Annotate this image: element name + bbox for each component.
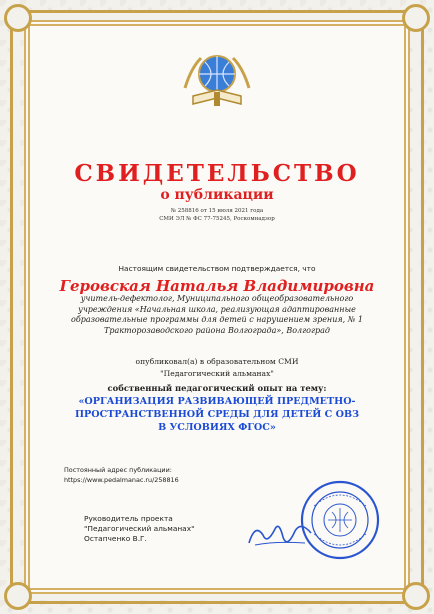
certificate-title: СВИДЕТЕЛЬСТВО xyxy=(74,160,360,187)
address-label: Постоянный адрес публикации: xyxy=(64,466,172,474)
recipient-name: Геровская Наталья Владимировна xyxy=(59,277,375,295)
signer-name: Остапченко В.Г. xyxy=(84,534,147,543)
frame-corner-ornament xyxy=(4,4,32,32)
certificate-subtitle: о публикации xyxy=(160,187,274,203)
publication-url[interactable]: https://www.pedalmanac.ru/258816 xyxy=(64,476,179,484)
round-seal-stamp-icon xyxy=(298,478,382,562)
signer-project: "Педагогический альманах" xyxy=(84,524,195,533)
frame-corner-ornament xyxy=(402,4,430,32)
frame-corner-ornament xyxy=(4,582,32,610)
recipient-position: учитель-дефектолог, Муниципального общеобразовательного учреждения «Начальная школа, реализующая адаптированные образовательные программы для детей с нарушением зрения, № 1 Тракторозаводского района Волгограда», Волгоград xyxy=(71,294,363,335)
media-name: "Педагогический альманах" xyxy=(160,369,274,378)
frame-corner-ornament xyxy=(402,582,430,610)
registration-number: № 258816 от 15 июля 2021 года xyxy=(170,208,264,214)
published-line: опубликовал(а) в образовательном СМИ xyxy=(135,357,299,366)
confirmation-text: Настоящим свидетельством подтверждается, что xyxy=(118,264,316,273)
signer-role: Руководитель проекта xyxy=(84,514,173,523)
publication-topic: «ОРГАНИЗАЦИЯ РАЗВИВАЮЩЕЙ ПРЕДМЕТНО-ПРОСТРАНСТВЕННОЙ СРЕДЫ ДЛЯ ДЕТЕЙ С ОВЗ В УСЛОВИЯХ ФГОС» xyxy=(74,396,360,433)
experience-line: собственный педагогический опыт на тему: xyxy=(107,383,327,393)
smi-registration: СМИ ЭЛ № ФС 77-75245, Роскомнадзор xyxy=(159,216,275,222)
globe-book-laurel-emblem-icon xyxy=(177,38,257,118)
